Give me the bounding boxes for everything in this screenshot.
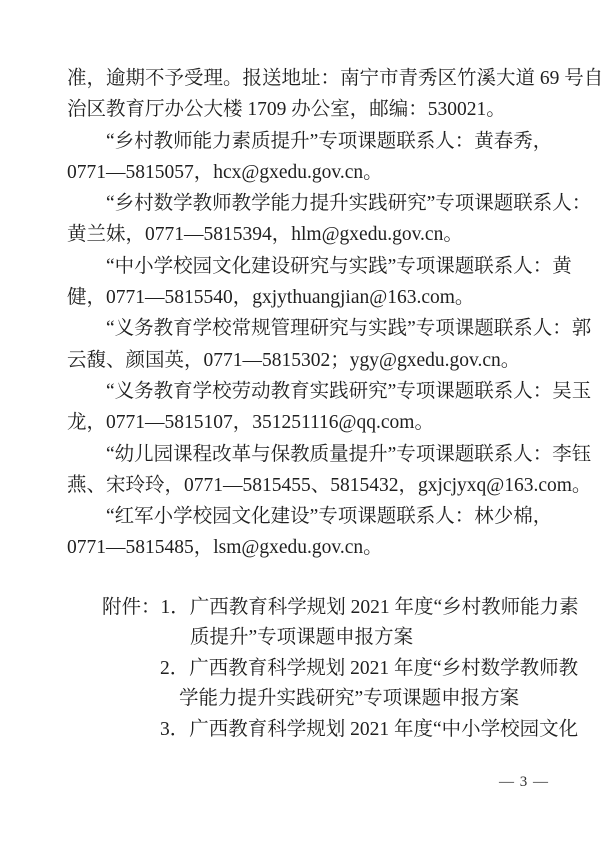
paragraph-contact-campus-culture (67, 251, 572, 314)
body-line: “中小学校园文化建设研究与实践”专项课题联系人：黄 (106, 255, 572, 277)
page-number: — 3 — (499, 774, 549, 790)
body-line: 0771—5815057，hcx@gxedu.gov.cn。 (67, 161, 383, 183)
body-line: 龙，0771—5815107，351251116@qq.com。 (67, 412, 434, 434)
attachments-section (67, 593, 579, 746)
attachment-line: 3．广西教育科学规划 2021 年度“中小学校园文化 (160, 718, 579, 740)
attachment-line: 质提升”专项课题申报方案 (190, 627, 414, 649)
body-line: 0771—5815485，lsm@gxedu.gov.cn。 (67, 537, 383, 559)
paragraph-contact-red-army-school (67, 501, 561, 564)
body-line: “义务教育学校常规管理研究与实践”专项课题联系人：郭 (106, 318, 592, 340)
attachment-line: 2．广西教育科学规划 2021 年度“乡村数学教师教 (160, 657, 579, 679)
attachment-line: 学能力提升实践研究”专项课题申报方案 (179, 688, 520, 710)
body-line: “义务教育学校劳动教育实践研究”专项课题联系人：吴玉 (106, 380, 592, 402)
body-line: 准，逾期不予受理。报送地址：南宁市青秀区竹溪大道 69 号自 (67, 68, 604, 89)
document-body (67, 63, 604, 745)
body-line: 云馥、颜国英，0771—5815302；ygy@gxedu.gov.cn。 (67, 349, 521, 371)
body-line: “幼儿园课程改革与保教质量提升”专项课题联系人：李钰 (106, 443, 592, 465)
body-line: 治区教育厅办公大楼 1709 办公室，邮编：530021。 (67, 99, 506, 121)
paragraph-submission-address (67, 63, 604, 126)
paragraph-contact-rural-math-teacher (67, 188, 592, 251)
attachment-line: 附件：1．广西教育科学规划 2021 年度“乡村教师能力素 (102, 596, 579, 618)
body-line: “乡村教师能力素质提升”专项课题联系人：黄春秀， (106, 130, 553, 152)
paragraph-contact-rural-teacher-quality (67, 126, 561, 189)
paragraph-contact-labor-education (67, 376, 592, 439)
body-line: “红军小学校园文化建设”专项课题联系人：林少棉， (106, 506, 553, 528)
body-line: 黄兰妹，0771—5815394，hlm@gxedu.gov.cn。 (67, 224, 463, 246)
body-line: 燕、宋玲玲，0771—5815455、5815432，gxjcjyxq@163.com。 (67, 474, 592, 496)
paragraph-contact-routine-management (67, 313, 592, 376)
paragraph-contact-kindergarten-curriculum (67, 439, 592, 502)
body-line: 健，0771—5815540，gxjythuangjian@163.com。 (67, 287, 475, 309)
body-line: “乡村数学教师教学能力提升实践研究”专项课题联系人： (106, 193, 592, 215)
